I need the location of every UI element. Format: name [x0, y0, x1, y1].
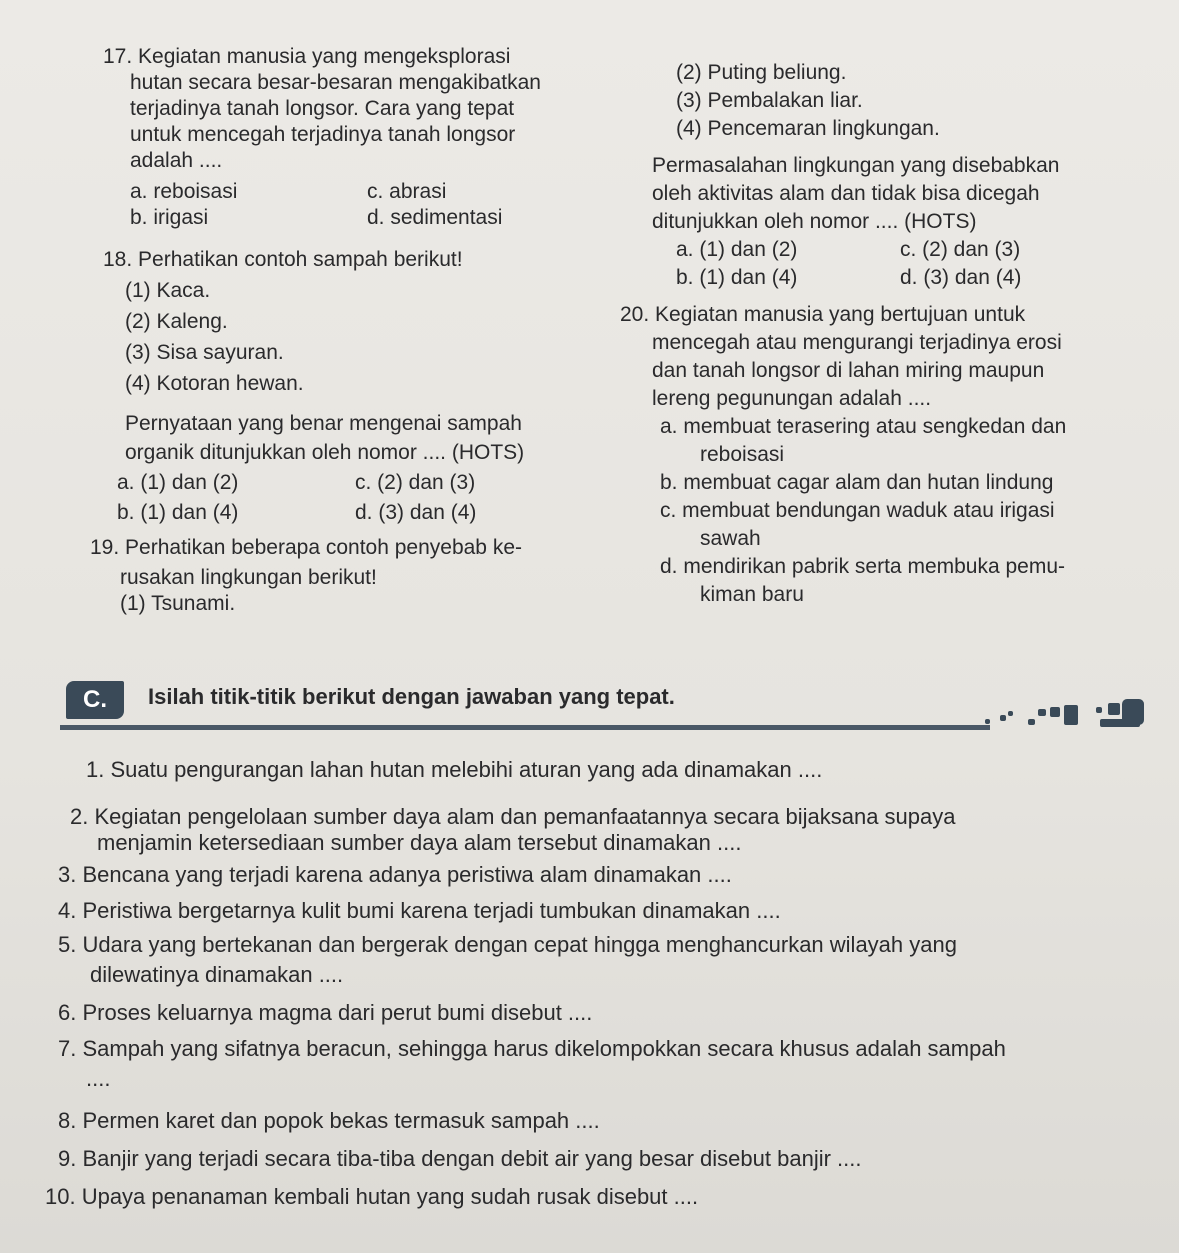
q20-line-1: 20. Kegiatan manusia yang bertujuan untuk	[620, 303, 1026, 326]
section-c-item-3: 3. Bencana yang terjadi karena adanya peristiwa alam dinamakan ....	[58, 862, 732, 887]
section-c-item-6: 6. Proses keluarnya magma dari perut bumi disebut ....	[58, 1000, 593, 1025]
section-c-header	[60, 681, 1145, 733]
q20-line-2: mencegah atau mengurangi terjadinya erosi	[652, 331, 1062, 354]
q18-item-1: (1) Kaca.	[125, 279, 211, 302]
section-c-item-1: 1. Suatu pengurangan lahan hutan melebihi aturan yang ada dinamakan ....	[86, 757, 823, 782]
q19-item-4: (4) Pencemaran lingkungan.	[676, 117, 940, 140]
q18-question-line-2: organik ditunjukkan oleh nomor .... (HOTS)	[125, 441, 525, 464]
section-c-item-5: 5. Udara yang bertekanan dan bergerak dengan cepat hingga menghancurkan wilayah yang	[58, 932, 957, 957]
q19-line-1: 19. Perhatikan beberapa contoh penyebab ke-	[90, 536, 522, 559]
q19-option-d: d. (3) dan (4)	[900, 266, 1022, 289]
section-c-item-8: 8. Permen karet dan popok bekas termasuk sampah ....	[58, 1108, 600, 1133]
section-c-item-5-cont: dilewatinya dinamakan ....	[90, 962, 344, 987]
q20-option-a-line-1: a. membuat terasering atau sengkedan dan	[660, 415, 1067, 438]
section-c-instruction: Isilah titik-titik berikut dengan jawaban yang tepat.	[148, 684, 675, 709]
q18-stem: 18. Perhatikan contoh sampah berikut!	[103, 248, 463, 271]
q20-option-c-line-2: sawah	[700, 527, 761, 550]
q17-option-d: d. sedimentasi	[367, 206, 503, 229]
q19-item-3: (3) Pembalakan liar.	[676, 89, 863, 112]
q20-option-c-line-1: c. membuat bendungan waduk atau irigasi	[660, 499, 1055, 522]
q20-option-a-line-2: reboisasi	[700, 443, 785, 466]
section-c-item-7-cont: ....	[86, 1066, 111, 1091]
q18-option-d: d. (3) dan (4)	[355, 501, 477, 524]
q18-item-2: (2) Kaleng.	[125, 310, 228, 333]
q20-line-3: dan tanah longsor di lahan miring maupun	[652, 359, 1045, 382]
q17-line-3: terjadinya tanah longsor. Cara yang tepat	[130, 97, 515, 120]
q19-option-a: a. (1) dan (2)	[676, 238, 798, 261]
q18-option-c: c. (2) dan (3)	[355, 471, 476, 494]
q19-question-line-1: Permasalahan lingkungan yang disebabkan	[652, 154, 1060, 177]
q20-option-d-line-2: kiman baru	[700, 583, 804, 606]
q17-option-a: a. reboisasi	[130, 180, 238, 203]
q18-item-3: (3) Sisa sayuran.	[125, 341, 284, 364]
section-c-badge: C.	[66, 681, 124, 719]
q17-line-5: adalah ....	[130, 149, 223, 172]
q17-line-4: untuk mencegah terjadinya tanah longsor	[130, 123, 516, 146]
section-c-item-4: 4. Peristiwa bergetarnya kulit bumi karena terjadi tumbukan dinamakan ....	[58, 898, 781, 923]
section-c-item-7: 7. Sampah yang sifatnya beracun, sehingga harus dikelompokkan secara khusus adalah sampah	[58, 1036, 1006, 1061]
q19-option-c: c. (2) dan (3)	[900, 238, 1021, 261]
q19-item-2: (2) Puting beliung.	[676, 61, 847, 84]
section-c-item-9: 9. Banjir yang terjadi secara tiba-tiba dengan debit air yang besar disebut banjir ....	[58, 1146, 862, 1171]
section-c-item-2: 2. Kegiatan pengelolaan sumber daya alam dan pemanfaatannya secara bijaksana supaya	[70, 804, 956, 829]
q17-option-b: b. irigasi	[130, 206, 209, 229]
q18-question-line-1: Pernyataan yang benar mengenai sampah	[125, 412, 522, 435]
q19-question-line-3: ditunjukkan oleh nomor .... (HOTS)	[652, 210, 977, 233]
q17-line-2: hutan secara besar-besaran mengakibatkan	[130, 71, 541, 94]
q19-option-b: b. (1) dan (4)	[676, 266, 798, 289]
q17-line-1: 17. Kegiatan manusia yang mengeksplorasi	[103, 45, 511, 68]
q19-question-line-2: oleh aktivitas alam dan tidak bisa dicegah	[652, 182, 1040, 205]
q17-option-c: c. abrasi	[367, 180, 447, 203]
q19-item-1: (1) Tsunami.	[120, 592, 236, 615]
q20-option-d-line-1: d. mendirikan pabrik serta membuka pemu-	[660, 555, 1066, 578]
q19-line-2: rusakan lingkungan berikut!	[120, 566, 377, 589]
section-c-item-2-cont: menjamin ketersediaan sumber daya alam tersebut dinamakan ....	[97, 830, 742, 855]
q18-item-4: (4) Kotoran hewan.	[125, 372, 304, 395]
q18-option-b: b. (1) dan (4)	[117, 501, 239, 524]
q20-line-4: lereng pegunungan adalah ....	[652, 387, 932, 410]
q18-option-a: a. (1) dan (2)	[117, 471, 239, 494]
section-c-item-10: 10. Upaya penanaman kembali hutan yang sudah rusak disebut ....	[45, 1184, 699, 1209]
section-c-divider	[60, 725, 990, 730]
q20-option-b: b. membuat cagar alam dan hutan lindung	[660, 471, 1054, 494]
